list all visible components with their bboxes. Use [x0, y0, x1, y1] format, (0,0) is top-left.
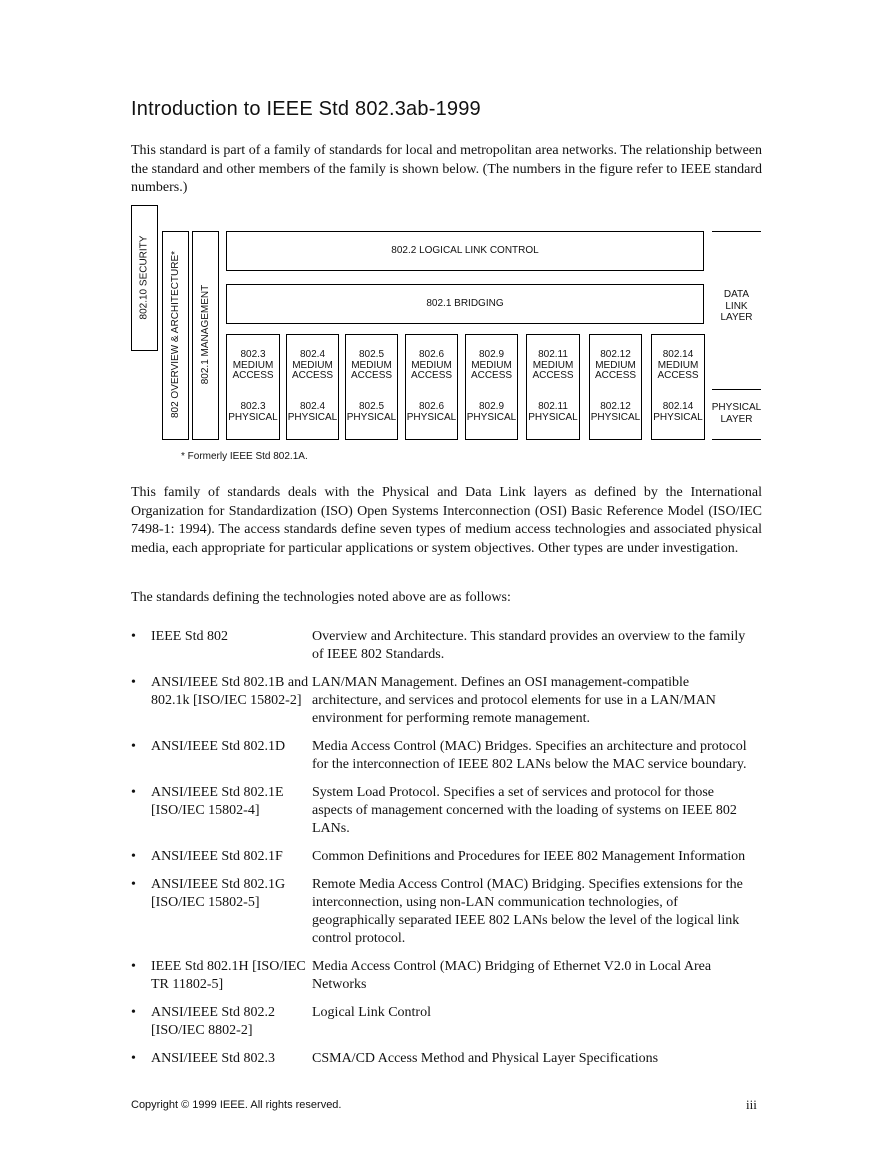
data-link-top-line	[712, 231, 761, 232]
mac-phy-column	[286, 334, 339, 440]
physical-label: 802.12 PHYSICAL	[590, 401, 641, 423]
bullet-icon: •	[131, 877, 136, 892]
standard-name: ANSI/IEEE Std 802.1E [ISO/IEC 15802-4]	[151, 785, 284, 818]
bullet-icon: •	[131, 959, 136, 974]
page-number: iii	[746, 1097, 757, 1112]
bullet-icon: •	[131, 675, 136, 690]
standard-description: LAN/MAN Management. Defines an OSI management-compatible architecture, and services and protocol elements for use in a LAN/MAN environment for performing remote management.	[312, 675, 716, 726]
medium-access-label: 802.3 MEDIUM ACCESS	[232, 349, 274, 381]
physical-layer-top-line	[712, 389, 761, 390]
mac-phy-column	[651, 334, 705, 440]
medium-access-label: 802.11 MEDIUM ACCESS	[532, 349, 574, 381]
bullet-icon: •	[131, 1005, 136, 1020]
mac-phy-column	[465, 334, 518, 440]
security-box	[131, 205, 158, 351]
physical-label: 802.4 PHYSICAL	[287, 401, 338, 423]
standard-description: CSMA/CD Access Method and Physical Layer Specifications	[312, 1051, 659, 1066]
intro-paragraph: This standard is part of a family of standards for local and metropolitan area networks. The relationship between the standard and other members of the family is shown below. (The numbers in the figure refer to IEEE standard numbers.)	[131, 143, 762, 195]
standard-name: IEEE Std 802	[151, 629, 228, 644]
physical-label: 802.5 PHYSICAL	[346, 401, 397, 423]
medium-access-label: 802.5 MEDIUM ACCESS	[350, 349, 393, 381]
standard-name: IEEE Std 802.1H [ISO/IEC TR 11802-5]	[151, 959, 306, 992]
physical-label: 802.11 PHYSICAL	[528, 401, 578, 423]
standard-description: System Load Protocol. Specifies a set of services and protocol for those aspects of management concerned with the loading of systems on IEEE 802 LANs.	[312, 785, 737, 836]
medium-access-label: 802.12 MEDIUM ACCESS	[594, 349, 637, 381]
standard-name: ANSI/IEEE Std 802.2 [ISO/IEC 8802-2]	[151, 1005, 276, 1038]
physical-label: 802.14 PHYSICAL	[653, 401, 703, 423]
llc-label: 802.2 LOGICAL LINK CONTROL	[391, 245, 539, 256]
data-link-layer-label: DATA LINK LAYER	[720, 289, 753, 323]
bullet-icon: •	[131, 739, 136, 754]
standard-name: ANSI/IEEE Std 802.1F	[151, 849, 283, 864]
list-item	[131, 876, 771, 948]
list-item	[131, 628, 771, 664]
standard-name: ANSI/IEEE Std 802.1D	[151, 739, 286, 754]
standard-description: Overview and Architecture. This standard provides an overview to the family of IEEE 802 Standards.	[312, 629, 746, 662]
standard-description: Common Definitions and Procedures for IEEE 802 Management Information	[312, 849, 746, 864]
physical-label: 802.6 PHYSICAL	[406, 401, 457, 423]
list-item	[131, 674, 771, 728]
llc-box	[226, 231, 704, 271]
footer-copyright: Copyright © 1999 IEEE. All rights reserved.	[131, 1099, 342, 1111]
management-box	[192, 231, 219, 440]
standard-name: ANSI/IEEE Std 802.3	[151, 1051, 276, 1066]
mac-phy-column	[345, 334, 398, 440]
physical-layer-bottom-line	[712, 439, 761, 440]
page-title: Introduction to IEEE Std 802.3ab-1999	[131, 98, 481, 120]
family-paragraph: This family of standards deals with the Physical and Data Link layers as defined by the International Organization for Standardization (ISO) Open Systems Interconnection (OSI) Basic Reference Model (ISO/IEC 7498-1: 1994). The access standards define seven types of medium access technologies and associated physical media, each appropriate for particular applications or system objectives. Other types are under investigation.	[131, 485, 762, 556]
standard-description: Media Access Control (MAC) Bridges. Specifies an architecture and protocol for the interconnection of IEEE 802 LANs below the MAC service boundary.	[312, 739, 747, 772]
list-item	[131, 958, 771, 994]
mac-phy-column	[405, 334, 458, 440]
bridging-label: 802.1 BRIDGING	[426, 298, 504, 309]
bullet-icon: •	[131, 785, 136, 800]
standard-description: Media Access Control (MAC) Bridging of Ethernet V2.0 in Local Area Networks	[312, 959, 712, 992]
overview-box	[162, 231, 189, 440]
medium-access-label: 802.9 MEDIUM ACCESS	[470, 349, 513, 381]
mac-phy-column	[589, 334, 642, 440]
list-item	[131, 848, 771, 866]
standard-name: ANSI/IEEE Std 802.1B and 802.1k [ISO/IEC 15802-2]	[151, 675, 309, 708]
standard-name: ANSI/IEEE Std 802.1G [ISO/IEC 15802-5]	[151, 877, 286, 910]
list-item	[131, 738, 771, 774]
list-item	[131, 1004, 771, 1040]
overview-label: 802 OVERVIEW & ARCHITECTURE*	[170, 250, 181, 419]
list-item	[131, 784, 771, 838]
standard-description: Logical Link Control	[312, 1005, 431, 1020]
bridging-box	[226, 284, 704, 324]
mac-phy-column	[226, 334, 280, 440]
medium-access-label: 802.6 MEDIUM ACCESS	[410, 349, 453, 381]
physical-label: 802.9 PHYSICAL	[466, 401, 517, 423]
bullet-icon: •	[131, 629, 136, 644]
standards-list	[131, 628, 771, 1078]
physical-layer-label: PHYSICAL LAYER	[711, 402, 762, 425]
standard-description: Remote Media Access Control (MAC) Bridging. Specifies extensions for the interconnection, using non-LAN communication technologies, of geographically separated IEEE 802 LANs below the level of the logical link control protocol.	[312, 877, 743, 946]
defining-paragraph: The standards defining the technologies noted above are as follows:	[131, 590, 511, 605]
physical-label: 802.3 PHYSICAL	[228, 401, 278, 423]
bullet-icon: •	[131, 849, 136, 864]
list-item	[131, 1050, 771, 1068]
medium-access-label: 802.14 MEDIUM ACCESS	[657, 349, 699, 381]
management-label: 802.1 MANAGEMENT	[200, 284, 211, 385]
security-label: 802.10 SECURITY	[138, 235, 150, 320]
bullet-icon: •	[131, 1051, 136, 1066]
diagram-footnote: * Formerly IEEE Std 802.1A.	[181, 451, 308, 462]
medium-access-label: 802.4 MEDIUM ACCESS	[291, 349, 334, 381]
mac-phy-column	[526, 334, 580, 440]
